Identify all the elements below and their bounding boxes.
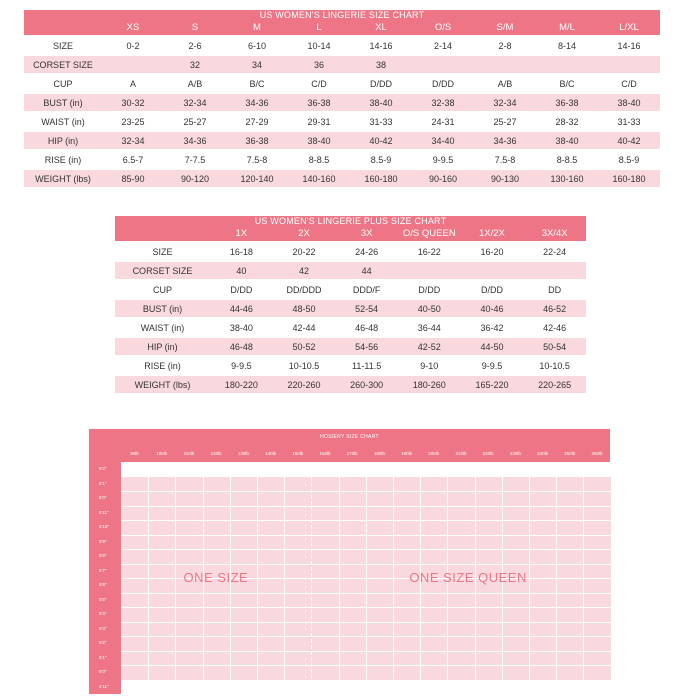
cell-value: 48-50 xyxy=(273,298,336,317)
cell-value: 31-33 xyxy=(598,111,660,130)
header-corner xyxy=(24,21,102,35)
cell-value: 42-44 xyxy=(273,317,336,336)
row-label: CUP xyxy=(24,73,102,92)
row-label: RISE (in) xyxy=(24,149,102,168)
one-size-queen-label: ONE SIZE QUEEN xyxy=(409,570,527,585)
weight-header: 160lb xyxy=(319,451,331,456)
size-header-m-l: M/L xyxy=(536,21,598,35)
size-header-o-s: O/S xyxy=(412,21,474,35)
cell-value: 44-50 xyxy=(461,336,524,355)
weight-header: 230lb xyxy=(509,451,521,456)
cell-value: 23-25 xyxy=(102,111,164,130)
row-size xyxy=(115,241,586,260)
cell-value: 11-11.5 xyxy=(335,355,398,374)
row-label: BUST (in) xyxy=(24,92,102,111)
size-header-l-xl: L/XL xyxy=(598,21,660,35)
cell-value xyxy=(598,54,660,73)
cell-value: 34-36 xyxy=(164,130,226,149)
weight-header: 250lb xyxy=(564,451,576,456)
grid-hline xyxy=(121,549,611,550)
cell-value: 29-31 xyxy=(288,111,350,130)
cell-value: 20-22 xyxy=(273,241,336,260)
cell-value: A xyxy=(102,73,164,92)
height-header: 4'11" xyxy=(99,683,109,689)
cell-value xyxy=(536,54,598,73)
row-label: CUP xyxy=(115,279,210,298)
height-header: 5'9" xyxy=(99,538,107,544)
hosiery-chart-title: HOSIERY SIZE CHART xyxy=(320,434,379,440)
row-label: BUST (in) xyxy=(115,298,210,317)
size-header-row xyxy=(24,21,660,35)
row-label: SIZE xyxy=(115,241,210,260)
cell-value: 32-34 xyxy=(474,92,536,111)
weight-header: 260lb xyxy=(591,451,603,456)
cell-value: 6.5-7 xyxy=(102,149,164,168)
cell-value: 10-10.5 xyxy=(273,355,336,374)
cell-value: 8-8.5 xyxy=(536,149,598,168)
bottom-white-row xyxy=(121,680,611,695)
cell-value: 90-130 xyxy=(474,168,536,187)
cell-value: 46-52 xyxy=(523,298,586,317)
cell-value: D/DD xyxy=(210,279,273,298)
cell-value: 90-160 xyxy=(412,168,474,187)
cell-value: D/DD xyxy=(350,73,412,92)
cell-value: 36 xyxy=(288,54,350,73)
cell-value: 42 xyxy=(273,260,336,279)
cell-value: 38-40 xyxy=(288,130,350,149)
cell-value: 7-7.5 xyxy=(164,149,226,168)
row-label: WEIGHT (lbs) xyxy=(24,168,102,187)
cell-value: B/C xyxy=(536,73,598,92)
chart-title-row xyxy=(115,216,586,227)
cell-value xyxy=(102,54,164,73)
weight-header: 140lb xyxy=(265,451,277,456)
height-header: 5'7" xyxy=(99,567,107,573)
size-header-row xyxy=(115,227,586,241)
cell-value: 44-46 xyxy=(210,298,273,317)
weight-header: 200lb xyxy=(428,451,440,456)
cell-value: 2-8 xyxy=(474,35,536,54)
cell-value: 14-16 xyxy=(350,35,412,54)
cell-value: 16-22 xyxy=(398,241,461,260)
cell-value: 32-38 xyxy=(412,92,474,111)
grid-hline xyxy=(121,506,611,507)
row-hip-in xyxy=(24,130,660,149)
weight-header: 120lb xyxy=(210,451,222,456)
row-bust-in xyxy=(115,298,586,317)
grid-hline xyxy=(121,593,611,594)
cell-value: 38-40 xyxy=(350,92,412,111)
cell-value: 50-52 xyxy=(273,336,336,355)
cell-value: 9-9.5 xyxy=(412,149,474,168)
cell-value: 10-10.5 xyxy=(523,355,586,374)
grid-hline xyxy=(121,491,611,492)
cell-value: 32-34 xyxy=(164,92,226,111)
size-header-o-s-queen: O/S QUEEN xyxy=(398,227,461,241)
height-header: 5'5" xyxy=(99,596,107,602)
height-header: 5'1" xyxy=(99,654,107,660)
row-cup xyxy=(24,73,660,92)
cell-value: 36-38 xyxy=(288,92,350,111)
cell-value: 8-8.5 xyxy=(288,149,350,168)
cell-value: 14-16 xyxy=(598,35,660,54)
cell-value: D/DD xyxy=(412,73,474,92)
cell-value: 9-10 xyxy=(398,355,461,374)
weight-header: 130lb xyxy=(237,451,249,456)
cell-value: 44 xyxy=(335,260,398,279)
size-header-3x-4x: 3X/4X xyxy=(523,227,586,241)
grid-hline xyxy=(121,636,611,637)
height-header: 5'0" xyxy=(99,669,107,674)
weight-header: 220lb xyxy=(482,451,494,456)
row-hip-in xyxy=(115,336,586,355)
cell-value: 34-36 xyxy=(474,130,536,149)
row-bust-in xyxy=(24,92,660,111)
grid-hline xyxy=(121,622,611,623)
row-label: RISE (in) xyxy=(115,355,210,374)
height-header: 5'11" xyxy=(99,509,109,515)
cell-value: 6-10 xyxy=(226,35,288,54)
size-header-1x-2x: 1X/2X xyxy=(461,227,524,241)
row-label: CORSET SIZE xyxy=(115,260,210,279)
cell-value: 7.5-8 xyxy=(474,149,536,168)
cell-value: 34-40 xyxy=(412,130,474,149)
height-header: 6'2" xyxy=(99,466,107,471)
size-header-xs: XS xyxy=(102,21,164,35)
cell-value: 38-40 xyxy=(210,317,273,336)
row-waist-in xyxy=(115,317,586,336)
cell-value xyxy=(398,260,461,279)
size-header-1x: 1X xyxy=(210,227,273,241)
cell-value: 140-160 xyxy=(288,168,350,187)
cell-value: 25-27 xyxy=(164,111,226,130)
cell-value: 9-9.5 xyxy=(210,355,273,374)
cell-value: 260-300 xyxy=(335,374,398,393)
weight-header: 190lb xyxy=(401,451,413,456)
cell-value: 165-220 xyxy=(461,374,524,393)
cell-value: 40-42 xyxy=(350,130,412,149)
cell-value: 16-18 xyxy=(210,241,273,260)
cell-value: 40-46 xyxy=(461,298,524,317)
hosiery-grid xyxy=(89,446,610,694)
row-label: HIP (in) xyxy=(115,336,210,355)
height-header: 5'10" xyxy=(99,524,109,529)
cell-value: 36-38 xyxy=(536,92,598,111)
cell-value: 36-38 xyxy=(226,130,288,149)
row-waist-in xyxy=(24,111,660,130)
plus-size-chart xyxy=(115,216,586,393)
cell-value: 42-46 xyxy=(523,317,586,336)
height-header: 5'4" xyxy=(99,611,107,616)
cell-value: 25-27 xyxy=(474,111,536,130)
row-label: WAIST (in) xyxy=(115,317,210,336)
cell-value xyxy=(523,260,586,279)
cell-value: 32-34 xyxy=(102,130,164,149)
grid-hline xyxy=(121,520,611,521)
cell-value: 160-180 xyxy=(598,168,660,187)
cell-value: 22-24 xyxy=(523,241,586,260)
cell-value: 52-54 xyxy=(335,298,398,317)
cell-value: 46-48 xyxy=(210,336,273,355)
height-header: 6'1" xyxy=(99,480,107,486)
cell-value: DDD/F xyxy=(335,279,398,298)
cell-value: 8.5-9 xyxy=(598,149,660,168)
grid-hline xyxy=(121,535,611,536)
grid-hline xyxy=(121,564,611,565)
weight-header: 210lb xyxy=(455,451,467,456)
weight-header: 170lb xyxy=(346,451,358,456)
cell-value: 16-20 xyxy=(461,241,524,260)
cell-value: 36-44 xyxy=(398,317,461,336)
height-header: 6'0" xyxy=(99,495,107,500)
top-white-row xyxy=(121,462,611,477)
height-header: 5'8" xyxy=(99,553,107,558)
cell-value: 30-32 xyxy=(102,92,164,111)
row-corset-size xyxy=(24,54,660,73)
cell-value: 130-160 xyxy=(536,168,598,187)
grid-hline xyxy=(121,607,611,608)
cell-value: DD/DDD xyxy=(273,279,336,298)
row-cup xyxy=(115,279,586,298)
cell-value: 8.5-9 xyxy=(350,149,412,168)
cell-value: 180-260 xyxy=(398,374,461,393)
cell-value: 34-36 xyxy=(226,92,288,111)
cell-value: 38-40 xyxy=(598,92,660,111)
height-header: 5'2" xyxy=(99,640,107,645)
row-label: HIP (in) xyxy=(24,130,102,149)
chart-title: US WOMEN'S LINGERIE PLUS SIZE CHART xyxy=(115,216,586,227)
cell-value: B/C xyxy=(226,73,288,92)
cell-value: 220-265 xyxy=(523,374,586,393)
cell-value: 31-33 xyxy=(350,111,412,130)
header-corner xyxy=(115,227,210,241)
hosiery-size-chart xyxy=(89,429,610,694)
row-label: WEIGHT (lbs) xyxy=(115,374,210,393)
cell-value: 40-42 xyxy=(598,130,660,149)
cell-value: 42-52 xyxy=(398,336,461,355)
cell-value: 24-26 xyxy=(335,241,398,260)
row-rise-in xyxy=(24,149,660,168)
weight-header: 110lb xyxy=(183,451,195,456)
cell-value: 46-48 xyxy=(335,317,398,336)
cell-value xyxy=(412,54,474,73)
cell-value: A/B xyxy=(164,73,226,92)
cell-value: C/D xyxy=(288,73,350,92)
grid-hline xyxy=(121,651,611,652)
cell-value: 28-32 xyxy=(536,111,598,130)
cell-value: 32 xyxy=(164,54,226,73)
cell-value: 0-2 xyxy=(102,35,164,54)
womens-size-chart xyxy=(24,10,660,187)
size-header-s: S xyxy=(164,21,226,35)
cell-value: 38-40 xyxy=(536,130,598,149)
grid-hline xyxy=(121,665,611,666)
row-label: CORSET SIZE xyxy=(24,54,102,73)
cell-value: DD xyxy=(523,279,586,298)
row-rise-in xyxy=(115,355,586,374)
cell-value: 7.5-8 xyxy=(226,149,288,168)
cell-value: 54-56 xyxy=(335,336,398,355)
cell-value: 40 xyxy=(210,260,273,279)
row-label: SIZE xyxy=(24,35,102,54)
cell-value: 27-29 xyxy=(226,111,288,130)
weight-header: 150lb xyxy=(292,451,304,456)
cell-value: 160-180 xyxy=(350,168,412,187)
cell-value: 9-9.5 xyxy=(461,355,524,374)
cell-value: 38 xyxy=(350,54,412,73)
cell-value: 8-14 xyxy=(536,35,598,54)
cell-value: 34 xyxy=(226,54,288,73)
height-header: 5'6" xyxy=(99,582,107,587)
row-size xyxy=(24,35,660,54)
cell-value: 50-54 xyxy=(523,336,586,355)
cell-value: 85-90 xyxy=(102,168,164,187)
cell-value: 220-260 xyxy=(273,374,336,393)
cell-value: D/DD xyxy=(398,279,461,298)
size-header-2x: 2X xyxy=(273,227,336,241)
cell-value: 180-220 xyxy=(210,374,273,393)
size-header-xl: XL xyxy=(350,21,412,35)
cell-value: 10-14 xyxy=(288,35,350,54)
cell-value: 36-42 xyxy=(461,317,524,336)
weight-header: 100lb xyxy=(156,451,168,456)
chart-title: US WOMEN'S LINGERIE SIZE CHART xyxy=(24,10,660,21)
weight-header: 180lb xyxy=(373,451,385,456)
row-weight-lbs xyxy=(115,374,586,393)
one-size-label: ONE SIZE xyxy=(183,570,249,585)
cell-value: 2-14 xyxy=(412,35,474,54)
row-label: WAIST (in) xyxy=(24,111,102,130)
cell-value: C/D xyxy=(598,73,660,92)
height-header: 5'3" xyxy=(99,625,107,631)
cell-value xyxy=(474,54,536,73)
size-header-s-m: S/M xyxy=(474,21,536,35)
weight-header: 90lb xyxy=(130,451,139,456)
cell-value: 40-50 xyxy=(398,298,461,317)
size-header-3x: 3X xyxy=(335,227,398,241)
weight-header: 240lb xyxy=(537,451,549,456)
row-weight-lbs xyxy=(24,168,660,187)
cell-value: D/DD xyxy=(461,279,524,298)
size-header-m: M xyxy=(226,21,288,35)
cell-value xyxy=(461,260,524,279)
cell-value: A/B xyxy=(474,73,536,92)
cell-value: 2-6 xyxy=(164,35,226,54)
cell-value: 90-120 xyxy=(164,168,226,187)
cell-value: 120-140 xyxy=(226,168,288,187)
row-corset-size xyxy=(115,260,586,279)
cell-value: 24-31 xyxy=(412,111,474,130)
size-header-l: L xyxy=(288,21,350,35)
chart-title-row xyxy=(24,10,660,21)
